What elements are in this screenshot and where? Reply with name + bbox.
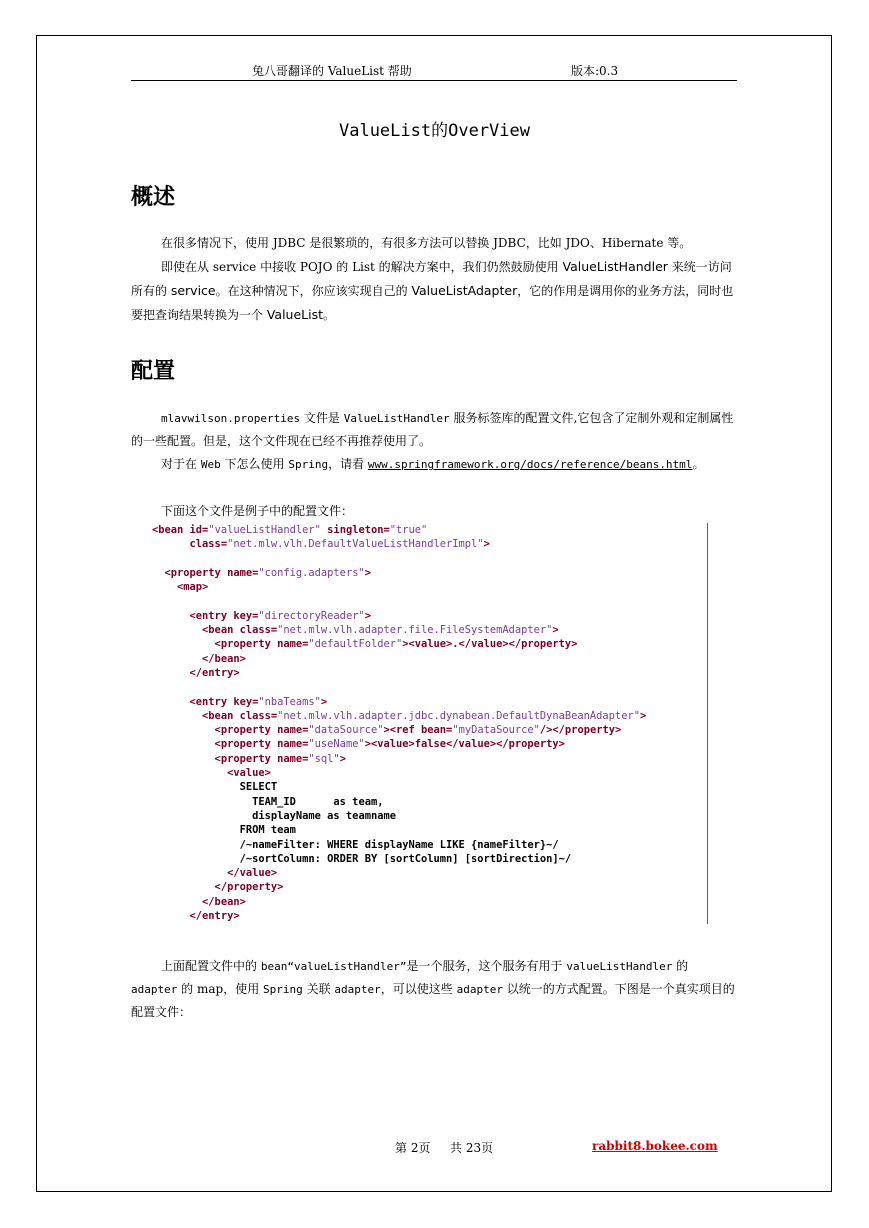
- text: 关联: [302, 982, 335, 996]
- code-token: "true": [389, 524, 428, 536]
- code-token: "net.mlw.vlh.DefaultValueListHandlerImpl": [227, 538, 484, 551]
- code-token: <map>: [152, 581, 209, 594]
- code-token: /~sortColumn: ORDER BY [sortColumn] [sortDirection]~/: [152, 852, 572, 865]
- code-token: "dataSource": [308, 724, 384, 737]
- code-line: [152, 623, 707, 637]
- code-token: <property name=: [152, 752, 309, 765]
- code-line: [152, 609, 707, 623]
- config-heading: 配置: [131, 359, 176, 384]
- text: 上面配置文件中的: [161, 959, 261, 973]
- text: 即使在从 service 中接收 POJO 的 List 的解决方案中，我们仍然鼓励使用: [161, 260, 563, 274]
- code-line: [152, 594, 707, 608]
- code-token: <property name=: [152, 566, 259, 579]
- text: adapter: [456, 983, 503, 996]
- code-token: displayName as teamname: [152, 809, 396, 822]
- code-token: singleton=: [320, 524, 390, 536]
- config-paragraph-2: [131, 453, 737, 476]
- code-token: >: [552, 624, 559, 637]
- text: ValueListHandler: [343, 412, 450, 425]
- text: bean“valueListHandler”: [260, 960, 407, 973]
- code-token: >: [483, 538, 490, 551]
- code-line: [152, 537, 707, 551]
- code-line: [152, 637, 707, 651]
- code-token: "useName": [308, 738, 365, 751]
- code-line: [152, 737, 707, 751]
- code-line: [152, 752, 707, 766]
- code-token: "net.mlw.vlh.adapter.file.FileSystemAdapter": [277, 624, 553, 637]
- code-token: "myDataSource": [452, 724, 540, 737]
- document-title: [0, 116, 869, 141]
- code-line: [152, 523, 707, 537]
- text: ，可以使这些: [380, 982, 457, 996]
- code-token: /~nameFilter: WHERE displayName LIKE {nameFilter}~/: [152, 838, 559, 851]
- code-token: "config.adapters": [258, 566, 365, 579]
- code-token: "directoryReader": [258, 609, 365, 622]
- code-token: "sql": [308, 752, 340, 765]
- code-token: "nbaTeams": [258, 695, 321, 708]
- code-token: FROM team: [152, 824, 296, 837]
- code-line: [152, 852, 707, 866]
- code-token: <bean class=: [152, 709, 278, 722]
- code-token: >: [320, 695, 328, 708]
- text: 的 map，使用: [177, 982, 264, 996]
- footer-page-number: 第 2页: [395, 1141, 431, 1155]
- code-token: ><value>.</value></property>: [402, 638, 578, 651]
- overview-paragraph-2: [131, 255, 737, 327]
- text: 的: [672, 959, 689, 973]
- header-title: 兔八哥翻译的 ValueList 帮助: [252, 64, 412, 78]
- text: 以统一的方式配置。下图是一个真实项目的配置文件：: [131, 982, 735, 1019]
- text: ValueList: [266, 307, 324, 322]
- code-token: >: [639, 709, 647, 722]
- code-token: ><value>false</value></property>: [364, 738, 565, 751]
- code-token: <value>: [152, 767, 271, 780]
- code-line: [152, 566, 707, 580]
- config-paragraph-4: [131, 955, 737, 1024]
- code-line: [152, 795, 707, 809]
- config-paragraph-1: [131, 407, 737, 453]
- code-line: [152, 880, 707, 894]
- code-token: "net.mlw.vlh.adapter.jdbc.dynabean.DefaultDynaBeanAdapter": [277, 709, 640, 722]
- config-code-block: [152, 523, 708, 924]
- code-line: [152, 580, 707, 594]
- text: Spring: [288, 458, 329, 471]
- code-token: "valueListHandler": [208, 524, 321, 536]
- footer-site-link[interactable]: rabbit8.bokee.com: [592, 1139, 718, 1153]
- header-version: 版本:0.3: [571, 64, 619, 78]
- code-line: [152, 552, 707, 566]
- text: 对于在: [161, 457, 201, 471]
- code-token: >: [364, 609, 371, 622]
- text: adapter: [131, 983, 178, 996]
- title-part-2: 的: [431, 121, 449, 141]
- text: 。: [323, 308, 336, 322]
- footer-total-pages: 共 23页: [450, 1141, 494, 1155]
- code-line: [152, 666, 707, 680]
- text: Spring: [263, 983, 303, 996]
- config-paragraph-3: 下面这个文件是例子中的配置文件：: [161, 504, 354, 518]
- code-token: >: [364, 566, 371, 579]
- overview-paragraph-1: 在很多情况下，使用 JDBC 是很繁琐的，有很多方法可以替换 JDBC，比如 JDO、Hibernate 等。: [161, 236, 692, 250]
- code-token: "defaultFolder": [308, 638, 403, 651]
- code-token: </bean>: [152, 652, 246, 665]
- code-token: <property name=: [152, 738, 309, 751]
- code-line: [152, 866, 707, 880]
- code-line: [152, 809, 707, 823]
- text: Web: [200, 458, 221, 471]
- code-line: [152, 823, 707, 837]
- text: 是一个服务，这个服务有用于: [406, 959, 567, 973]
- text: 下怎么使用: [220, 457, 289, 471]
- code-token: </property>: [152, 881, 284, 894]
- title-part-1: ValueList: [338, 121, 432, 141]
- code-line: [152, 652, 707, 666]
- code-line: [152, 838, 707, 852]
- code-token: </value>: [152, 867, 278, 880]
- code-line: [152, 780, 707, 794]
- text: ，请看: [328, 457, 368, 471]
- code-token: TEAM_ID as team,: [152, 795, 384, 808]
- code-token: <entry key=: [152, 609, 259, 622]
- page-header: [131, 62, 737, 81]
- text: 服务标签库的配置文件,它包含了定制外观和定制属性的一些配置。但是，这个文件现在已经不再推荐使用了。: [131, 411, 734, 448]
- overview-heading: 概述: [131, 185, 176, 210]
- code-token: </bean>: [152, 895, 246, 908]
- text: ValueListAdapter: [411, 283, 518, 298]
- code-token: </entry>: [152, 910, 240, 923]
- code-line: [152, 766, 707, 780]
- code-token: /></property>: [539, 724, 622, 737]
- code-token: class=: [152, 538, 228, 551]
- title-part-3: OverView: [448, 121, 530, 141]
- text: 。: [692, 457, 705, 471]
- text: 。在这种情况下，你应该实现自己的: [215, 284, 412, 298]
- text: 文件是: [300, 411, 344, 425]
- code-line: [152, 895, 707, 909]
- code-line: [152, 709, 707, 723]
- text: valueListHandler: [566, 960, 673, 973]
- code-token: </entry>: [152, 666, 240, 679]
- code-token: <bean class=: [152, 624, 278, 637]
- text: service: [170, 283, 216, 298]
- text: 来统一访问所有的: [131, 260, 732, 298]
- code-token: <property name=: [152, 638, 309, 651]
- code-line: [152, 695, 707, 709]
- code-token: <bean id=: [152, 524, 209, 536]
- code-token: <property name=: [152, 724, 309, 737]
- code-token: <entry key=: [152, 695, 259, 708]
- text: ，它的作用是调用你的业务方法，同时也要把查询结果转换为一个: [131, 284, 734, 322]
- code-token: >: [339, 752, 346, 765]
- spring-docs-link[interactable]: www.springframework.org/docs/reference/beans.html: [367, 458, 693, 471]
- code-token: SELECT: [152, 781, 278, 794]
- text: adapter: [334, 983, 381, 996]
- code-token: ><ref bean=: [383, 724, 453, 737]
- code-line: [152, 680, 707, 694]
- text: mlavwilson.properties: [161, 412, 301, 425]
- code-line: [152, 723, 707, 737]
- text: ValueListHandler: [562, 259, 668, 274]
- code-line: [152, 909, 707, 923]
